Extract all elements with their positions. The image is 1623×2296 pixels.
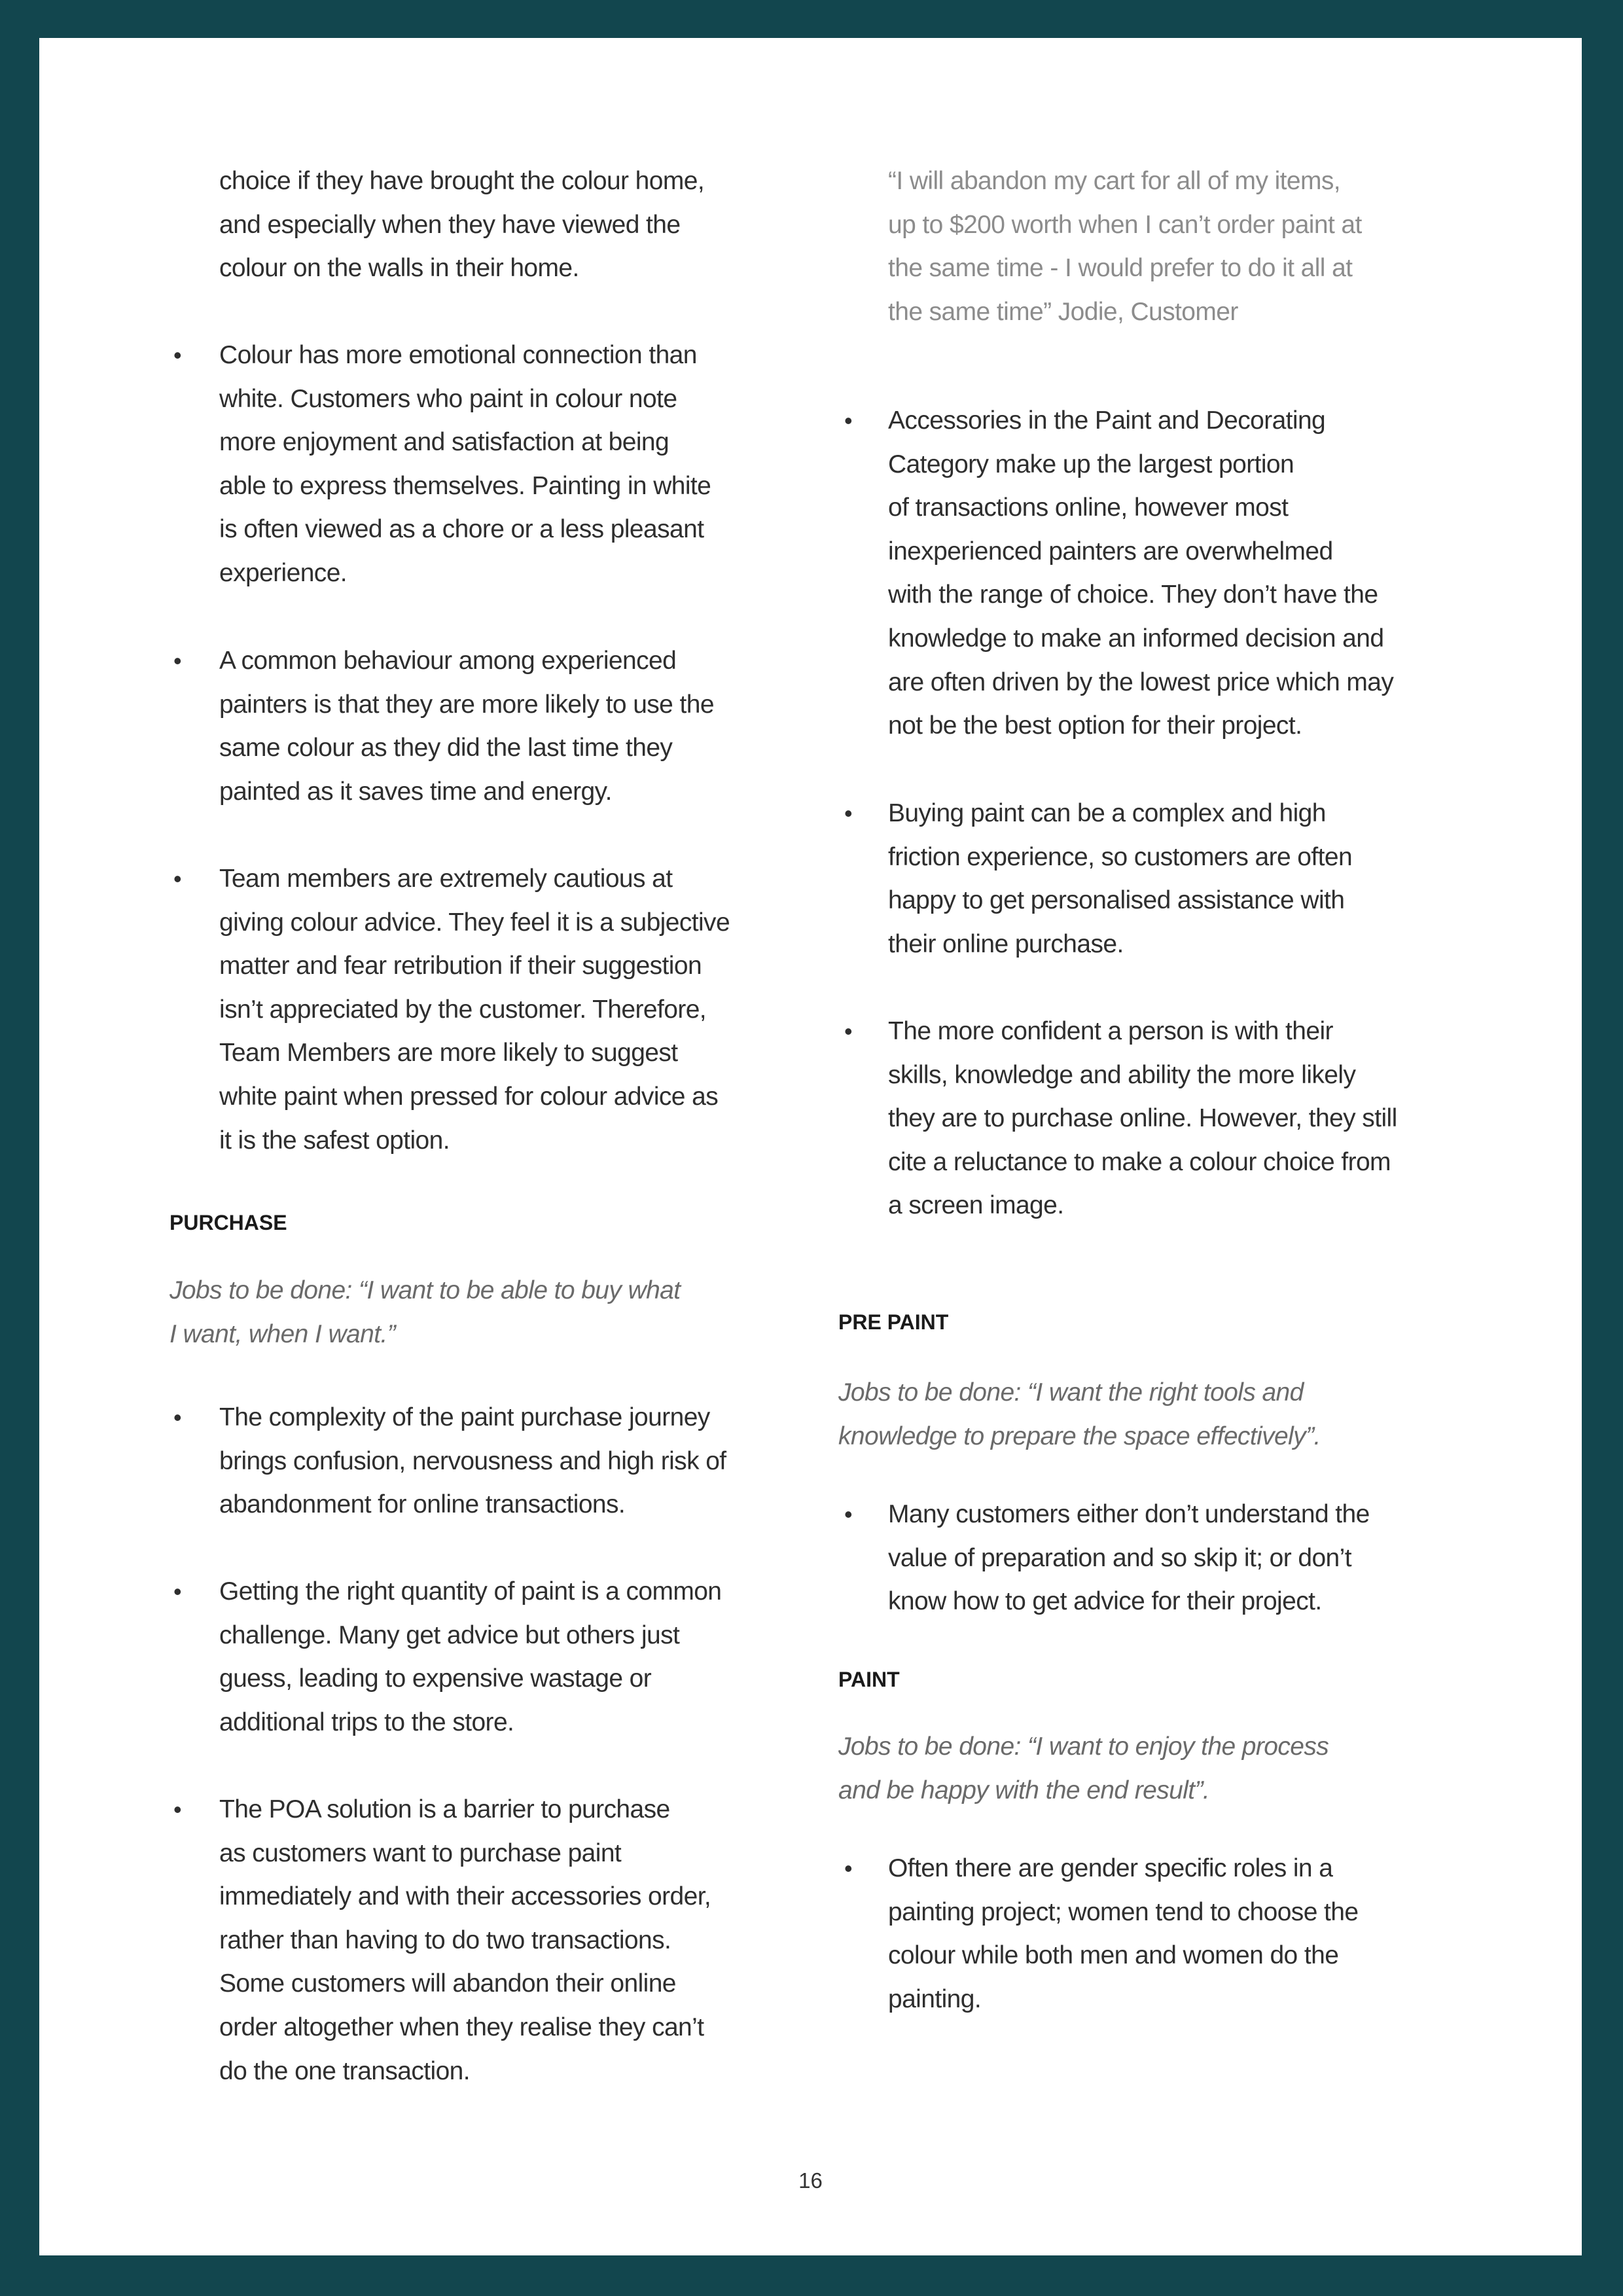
text-line: isn’t appreciated by the customer. Therefore, xyxy=(219,995,707,1024)
text-line: colour while both men and women do the xyxy=(888,1941,1339,1970)
bullet-item xyxy=(888,1847,1358,2021)
text-line: painting project; women tend to choose the xyxy=(888,1897,1359,1926)
text-line: Jobs to be done: “I want the right tools and xyxy=(838,1378,1304,1407)
bullet-item xyxy=(219,334,711,596)
text-line: their online purchase. xyxy=(888,929,1124,958)
text-line: inexperienced painters are overwhelmed xyxy=(888,537,1333,565)
document-page xyxy=(39,38,1582,2255)
bullet-icon: • xyxy=(173,1578,182,1605)
text-line: it is the safest option. xyxy=(219,1126,450,1155)
text-line: matter and fear retribution if their suggestion xyxy=(219,952,702,980)
text-line: not be the best option for their project. xyxy=(888,711,1302,740)
text-line: The POA solution is a barrier to purchase xyxy=(219,1795,670,1823)
text-line: rather than having to do two transactions. xyxy=(219,1926,671,1954)
text-line: abandonment for online transactions. xyxy=(219,1490,626,1519)
bullet-item xyxy=(219,1570,721,1744)
text-line: guess, leading to expensive wastage or xyxy=(219,1664,652,1693)
text-line: colour on the walls in their home. xyxy=(219,254,579,283)
text-line: Many customers either don’t understand the xyxy=(888,1500,1370,1528)
text-line: Getting the right quantity of paint is a common xyxy=(219,1577,722,1605)
text-line: as customers want to purchase paint xyxy=(219,1839,622,1867)
text-line: of transactions online, however most xyxy=(888,493,1289,522)
bullet-icon: • xyxy=(844,800,853,827)
bullet-icon: • xyxy=(173,342,182,368)
text-line: knowledge to prepare the space effectively”. xyxy=(838,1422,1321,1450)
text-line: they are to purchase online. However, they still xyxy=(888,1104,1397,1133)
text-line: Jobs to be done: “I want to be able to buy what xyxy=(169,1276,681,1304)
text-line: Often there are gender specific roles in a xyxy=(888,1854,1333,1882)
section-heading: PRE PAINT xyxy=(838,1310,949,1334)
text-line: cite a reluctance to make a colour choice from xyxy=(888,1147,1391,1176)
text-line: knowledge to make an informed decision and xyxy=(888,624,1384,653)
bullet-item xyxy=(888,1493,1370,1624)
text-line: with the range of choice. They don’t have the xyxy=(888,581,1378,609)
section-heading: PURCHASE xyxy=(169,1211,287,1234)
bullet-item xyxy=(888,399,1393,748)
text-line: immediately and with their accessories order, xyxy=(219,1882,711,1911)
text-line: are often driven by the lowest price which may xyxy=(888,668,1394,696)
text-line: The complexity of the paint purchase journey xyxy=(219,1403,710,1431)
bullet-icon: • xyxy=(844,407,853,434)
text-line: challenge. Many get advice but others just xyxy=(219,1621,680,1649)
text-line: painters is that they are more likely to use the xyxy=(219,690,714,719)
text-line: Team members are extremely cautious at xyxy=(219,865,673,893)
text-line: skills, knowledge and ability the more likely xyxy=(888,1060,1356,1089)
text-line: order altogether when they realise they can’t xyxy=(219,2013,704,2041)
text-line: experience. xyxy=(219,558,348,587)
text-line: painted as it saves time and energy. xyxy=(219,777,612,806)
text-line: value of preparation and so skip it; or don’t xyxy=(888,1543,1351,1572)
text-line: choice if they have brought the colour home, xyxy=(219,167,705,195)
text-line: I want, when I want.” xyxy=(169,1319,396,1348)
text-line: Some customers will abandon their online xyxy=(219,1969,676,1998)
customer-quote xyxy=(888,160,1362,334)
bullet-icon: • xyxy=(173,647,182,674)
text-line: friction experience, so customers are often xyxy=(888,842,1353,871)
bullet-icon: • xyxy=(173,1404,182,1431)
bullet-icon: • xyxy=(844,1501,853,1528)
text-line: A common behaviour among experienced xyxy=(219,647,677,675)
text-line: the same time - I would prefer to do it all at xyxy=(888,254,1353,283)
text-line: and be happy with the end result”. xyxy=(838,1776,1210,1804)
text-line: same colour as they did the last time they xyxy=(219,734,673,762)
section-heading: PAINT xyxy=(838,1668,900,1691)
text-line: the same time” Jodie, Customer xyxy=(888,297,1238,326)
jobs-to-be-done xyxy=(838,1725,1329,1812)
bullet-icon: • xyxy=(173,1796,182,1823)
text-line: up to $200 worth when I can’t order paint at xyxy=(888,210,1362,239)
text-line: do the one transaction. xyxy=(219,2056,470,2085)
bullet-item xyxy=(219,1396,726,1527)
bullet-icon: • xyxy=(844,1855,853,1882)
text-line: Colour has more emotional connection than xyxy=(219,341,697,369)
text-line: know how to get advice for their project. xyxy=(888,1587,1322,1616)
bullet-item xyxy=(888,1010,1397,1228)
bullet-item xyxy=(888,792,1352,966)
bullet-icon: • xyxy=(173,865,182,892)
text-line: white paint when pressed for colour advice as xyxy=(219,1082,719,1111)
text-line: able to express themselves. Painting in white xyxy=(219,471,711,500)
text-line: The more confident a person is with their xyxy=(888,1017,1333,1045)
text-line: more enjoyment and satisfaction at being xyxy=(219,428,669,457)
jobs-to-be-done xyxy=(169,1269,681,1356)
text-line: “I will abandon my cart for all of my items, xyxy=(888,167,1340,195)
paragraph xyxy=(219,160,704,291)
text-line: Jobs to be done: “I want to enjoy the process xyxy=(838,1732,1329,1761)
text-line: Accessories in the Paint and Decorating xyxy=(888,406,1326,435)
text-line: happy to get personalised assistance with xyxy=(888,886,1345,915)
text-line: is often viewed as a chore or a less pleasant xyxy=(219,515,704,544)
text-line: Team Members are more likely to suggest xyxy=(219,1039,678,1067)
text-line: Buying paint can be a complex and high xyxy=(888,799,1326,827)
text-line: painting. xyxy=(888,1984,982,2013)
text-line: brings confusion, nervousness and high risk of xyxy=(219,1446,726,1475)
text-line: additional trips to the store. xyxy=(219,1708,514,1736)
text-line: Category make up the largest portion xyxy=(888,450,1294,478)
text-line: a screen image. xyxy=(888,1191,1064,1220)
bullet-icon: • xyxy=(844,1018,853,1045)
text-line: and especially when they have viewed the xyxy=(219,210,681,239)
bullet-item xyxy=(219,639,714,814)
text-line: giving colour advice. They feel it is a subjective xyxy=(219,908,730,937)
text-line: white. Customers who paint in colour note xyxy=(219,384,677,413)
page-number: 16 xyxy=(798,2168,823,2193)
bullet-item xyxy=(219,1788,711,2093)
bullet-item xyxy=(219,857,730,1162)
jobs-to-be-done xyxy=(838,1371,1321,1458)
